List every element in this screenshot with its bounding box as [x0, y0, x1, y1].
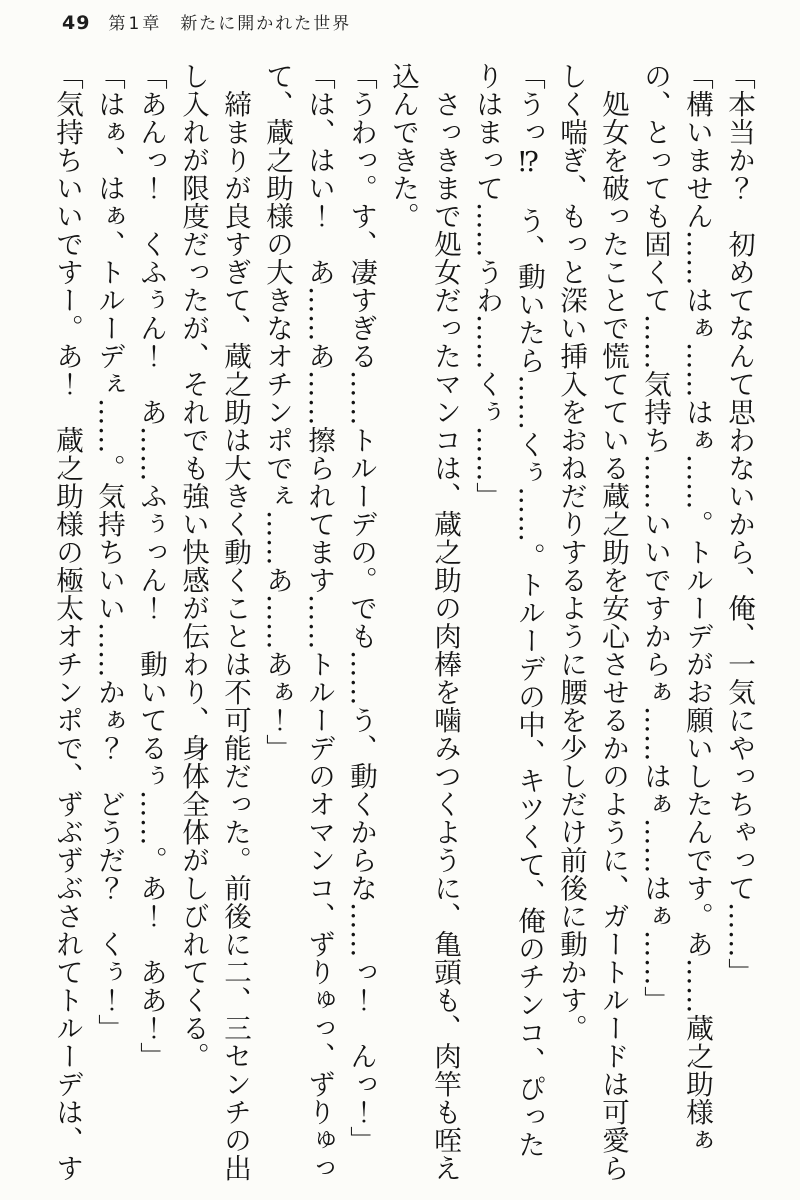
paragraph: 「はぁ、はぁ、トルーデぇ……。気持ちいい……かぁ？ どうだ？ くぅ！」 — [93, 62, 125, 1042]
paragraph: さっきまで処女だったマンコは、蔵之助の肉棒を噛みつくように、亀頭も、肉竿も咥え込んできた。 — [387, 62, 461, 1182]
chapter-label: 第1章 — [108, 14, 163, 34]
running-header — [62, 9, 351, 34]
paragraph: 「あんっ！ くふぅん！ あ……ふぅっん！ 動いてるぅ……。あ！ ああ！」 — [135, 62, 167, 1070]
paragraph: 「は、はい！ あ……あ……擦られてます……トルーデのオマンコ、ずりゅっ、ずりゅって、蔵之助様の大きなオチンポでぇ……あ……あぁ！」 — [261, 62, 335, 1182]
paragraph: 処女を破ったことで慌てている蔵之助を安心させるかのように、ガートルードは可愛らしく喘ぎ、もっと深い挿入をおねだりするように腰を少しだけ前後に動かす。 — [555, 62, 629, 1182]
paragraph: 「本当か？ 初めてなんて思わないから、俺、一気にやっちゃって……」 — [723, 62, 755, 986]
paragraph: 「構いません……はぁ……はぁ……。トルーデがお願いしたんです。あ……蔵之助様ぁの、とっても固くて……気持ち……いいですからぁ……はぁ……はぁ……」 — [639, 62, 713, 1154]
page-number: 49 — [62, 12, 91, 34]
paragraph: 「うっ⁉ う、動いたら……くぅ……。トルーデの中、キツくて、俺のチンコ、ぴったりはまって……うわ……くぅ……」 — [471, 62, 545, 1159]
paragraph: 「気持ちいいですー。あ！ 蔵之助様の極太オチンポで、ずぶずぶされてトルーデは、す — [51, 62, 83, 1182]
vertical-text-block — [34, 62, 760, 1184]
paragraph: 「うわっ。す、凄すぎる……トルーデの。でも……う、動くからな……っ！ んっ！」 — [345, 62, 377, 1154]
chapter-title: 新たに開かれた世界 — [180, 14, 352, 34]
paragraph: 締まりが良すぎて、蔵之助は大きく動くことは不可能だった。前後に二、三センチの出し入れが限度だったが、それでも強い快感が伝わり、身体全体がしびれてくる。 — [177, 62, 251, 1182]
